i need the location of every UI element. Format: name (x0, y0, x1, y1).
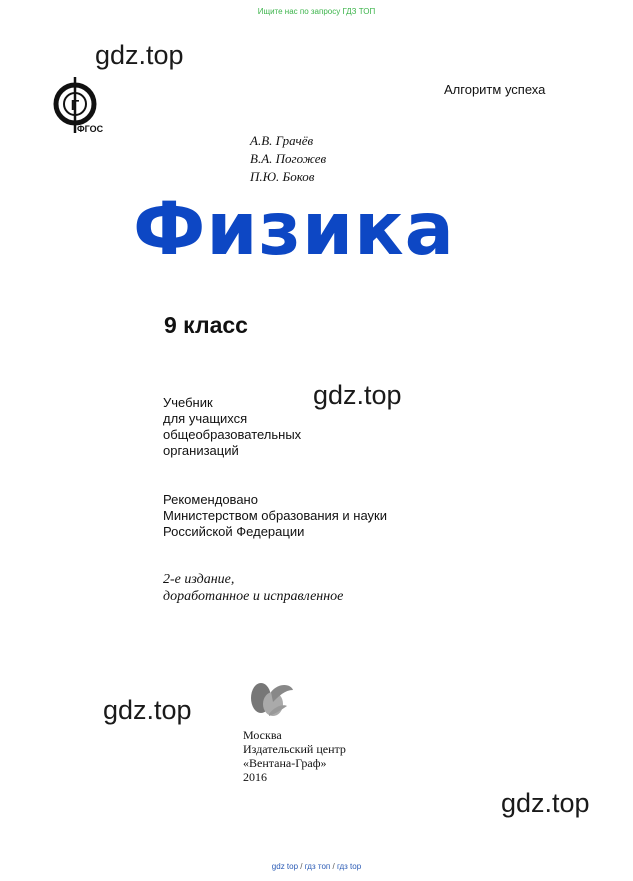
author-name: П.Ю. Боков (250, 169, 315, 184)
bottom-links (0, 862, 633, 871)
edition-note (163, 571, 343, 605)
author-name: А.В. Грачёв (250, 133, 314, 148)
watermark: gdz.top (313, 380, 402, 410)
description-line: Учебник (163, 395, 213, 410)
fgos-emblem-icon (53, 77, 113, 135)
recommendation-line: Рекомендовано (163, 492, 258, 507)
publisher-name-line: «Вентана-Граф» (243, 756, 327, 770)
book-description (163, 395, 301, 459)
publisher-bird-icon (249, 680, 295, 718)
recommendation (163, 492, 387, 540)
description-line: общеобразовательных (163, 427, 302, 442)
publication-year: 2016 (243, 770, 267, 784)
series-name: Алгоритм успеха (444, 82, 546, 97)
bottom-link[interactable]: gdz top (271, 862, 299, 871)
description-line: для учащихся (163, 411, 248, 426)
grade-label: 9 класс (164, 312, 248, 338)
top-search-link[interactable]: Ищите нас по запросу ГДЗ ТОП (257, 7, 376, 16)
publisher-name-line: Издательский центр (243, 742, 346, 756)
fgos-logo (53, 77, 113, 135)
fgos-label: ФГОС (77, 124, 104, 134)
author-name: В.А. Погожев (250, 151, 327, 166)
edition-line: доработанное и исправленное (163, 589, 344, 604)
link-separator: / (332, 862, 335, 871)
publisher-logo (249, 680, 295, 718)
edition-line: 2-е издание, (163, 572, 235, 587)
bottom-link[interactable]: гдз топ (304, 862, 331, 871)
watermark: gdz.top (95, 40, 184, 70)
publisher-info (243, 728, 346, 784)
recommendation-line: Российской Федерации (163, 524, 305, 539)
book-title: Физика (133, 187, 455, 272)
authors (250, 132, 326, 186)
recommendation-line: Министерством образования и науки (163, 508, 387, 523)
description-line: организаций (163, 443, 239, 458)
watermark: gdz.top (103, 695, 192, 725)
link-separator: / (300, 862, 303, 871)
svg-text:Г: Г (70, 97, 80, 114)
watermark: gdz.top (501, 788, 590, 818)
publisher-city: Москва (243, 728, 282, 742)
bottom-link[interactable]: гдз top (336, 862, 362, 871)
